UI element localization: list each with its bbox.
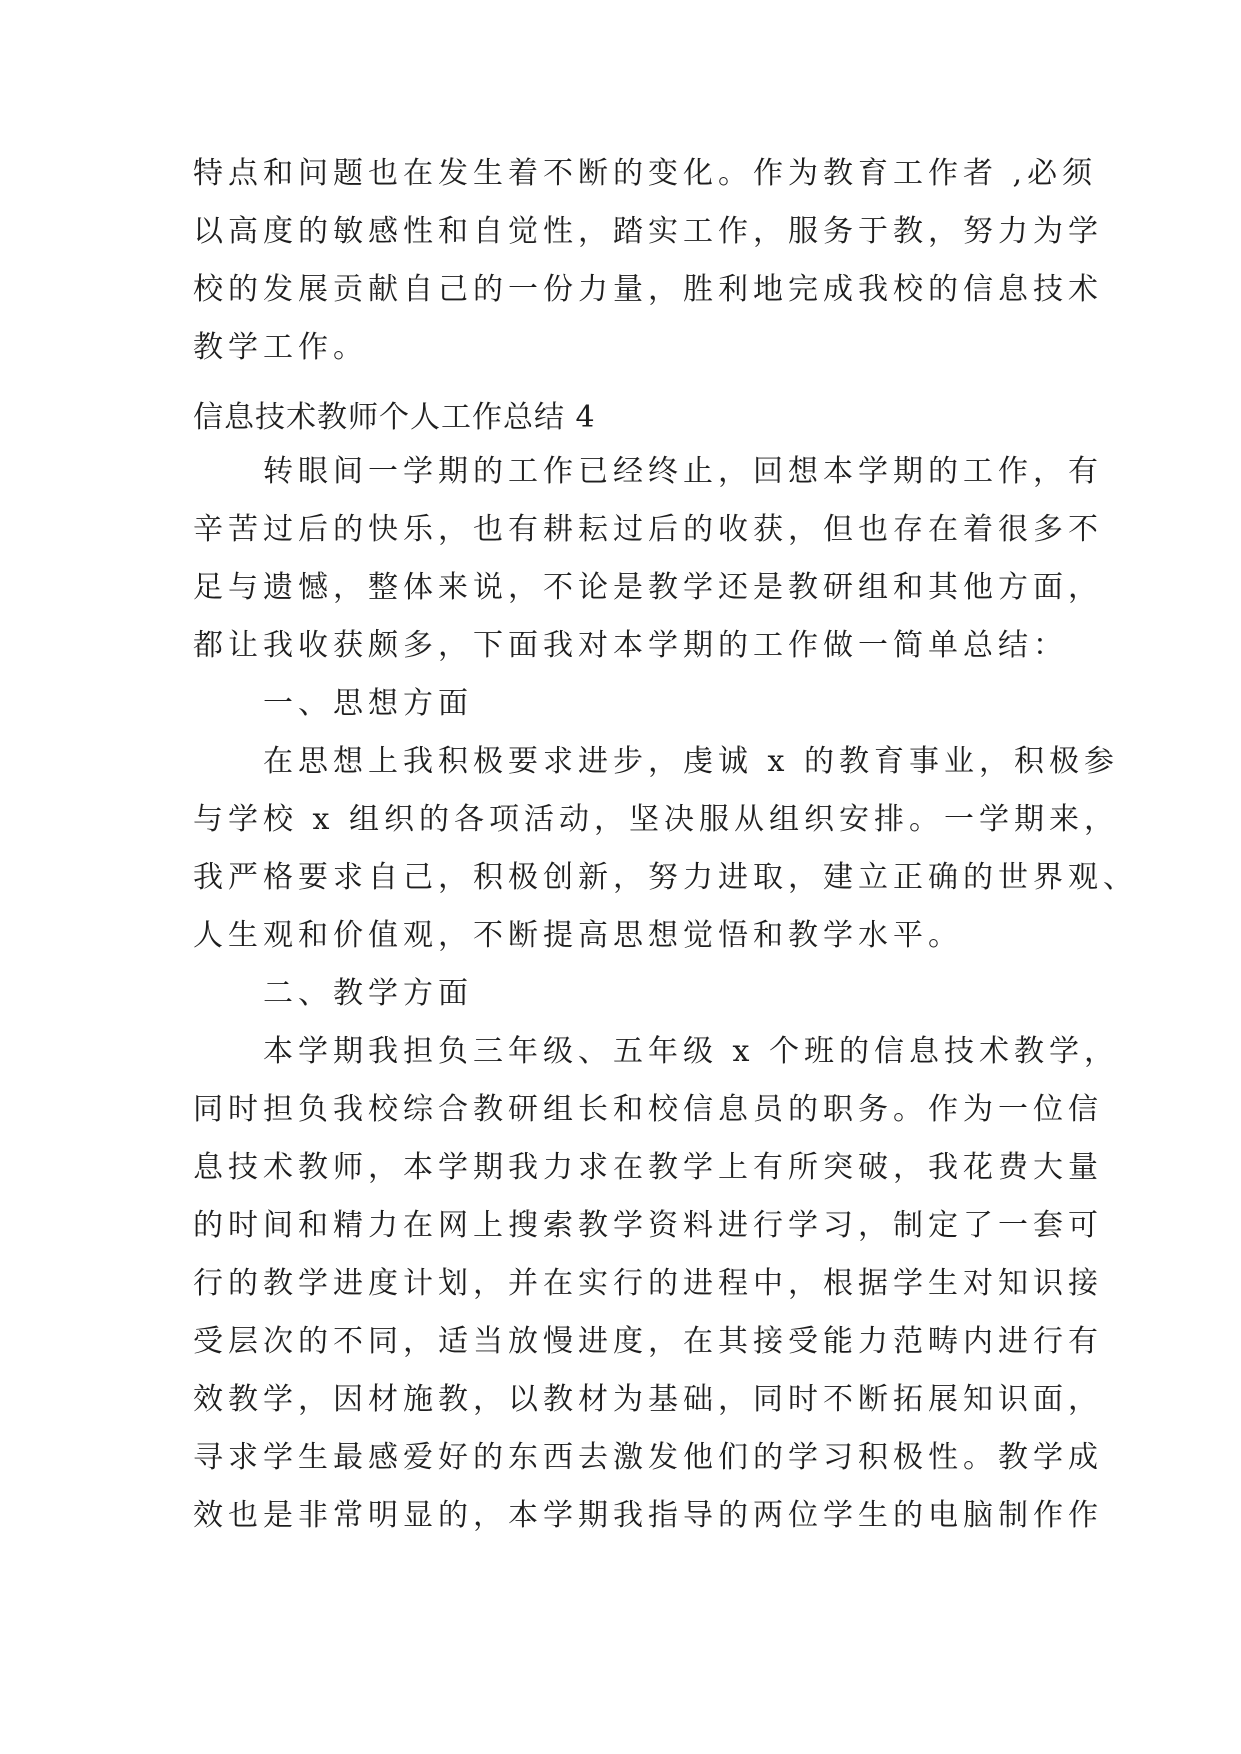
text-line: 教学工作。: [193, 330, 368, 365]
text-line: 同时担负我校综合教研组长和校信息员的职务。作为一位信: [193, 1092, 1103, 1127]
subheading-teaching: 二、教学方面: [193, 976, 473, 1011]
text-line: 辛苦过后的快乐，也有耕耘过后的收获，但也存在着很多不: [193, 512, 1103, 547]
subheading-thought: 一、思想方面: [193, 686, 473, 721]
section-title: 信息技术教师个人工作总结 4: [193, 400, 596, 435]
text-line: 校的发展贡献自己的一份力量，胜利地完成我校的信息技术: [193, 272, 1103, 307]
text-line: 效也是非常明显的，本学期我指导的两位学生的电脑制作作: [193, 1498, 1103, 1533]
text-line: 寻求学生最感爱好的东西去激发他们的学习积极性。教学成: [193, 1440, 1103, 1475]
text-line: 都让我收获颇多，下面我对本学期的工作做一简单总结：: [193, 628, 1068, 663]
text-line: 足与遗憾，整体来说，不论是教学还是教研组和其他方面，: [193, 570, 1103, 605]
text-line: 与学校 x 组织的各项活动，坚决服从组织安排。一学期来，: [193, 802, 1119, 837]
text-line: 受层次的不同，适当放慢进度，在其接受能力范畴内进行有: [193, 1324, 1103, 1359]
text-line: 息技术教师，本学期我力求在教学上有所突破，我花费大量: [193, 1150, 1103, 1185]
text-line: 行的教学进度计划，并在实行的进程中，根据学生对知识接: [193, 1266, 1103, 1301]
text-line: 本学期我担负三年级、五年级 x 个班的信息技术教学，: [193, 1034, 1119, 1069]
text-line: 转眼间一学期的工作已经终止，回想本学期的工作，有: [193, 454, 1103, 489]
text-line: 的时间和精力在网上搜索教学资料进行学习，制定了一套可: [193, 1208, 1103, 1243]
text-line: 以高度的敏感性和自觉性，踏实工作，服务于教，努力为学: [193, 214, 1103, 249]
text-line: 特点和问题也在发生着不断的变化。作为教育工作者 ,必须: [193, 156, 1098, 191]
text-line: 效教学，因材施教，以教材为基础，同时不断拓展知识面，: [193, 1382, 1103, 1417]
text-line: 人生观和价值观，不断提高思想觉悟和教学水平。: [193, 918, 963, 953]
text-line: 我严格要求自己，积极创新，努力进取，建立正确的世界观、: [193, 860, 1138, 895]
text-line: 在思想上我积极要求进步，虔诚 x 的教育事业，积极参: [193, 744, 1119, 779]
